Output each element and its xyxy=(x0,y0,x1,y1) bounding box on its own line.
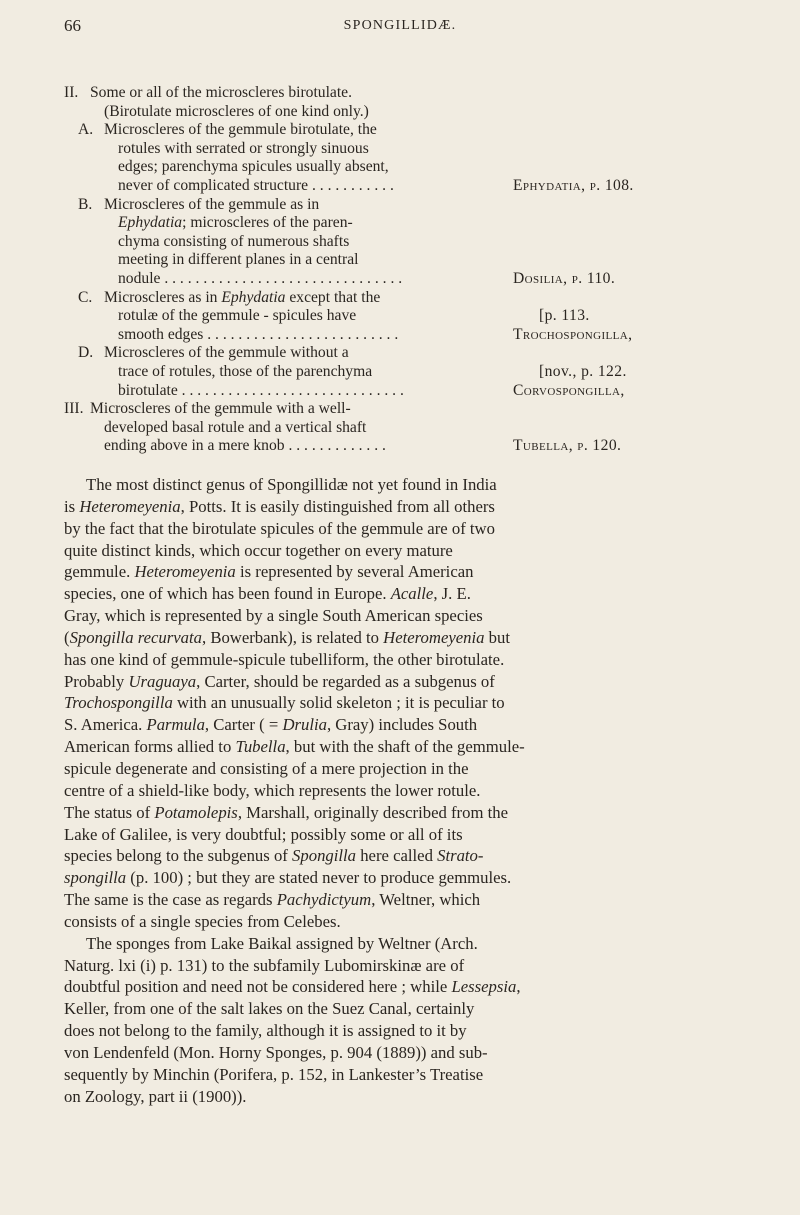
text-line xyxy=(64,824,734,846)
text-line xyxy=(64,1086,734,1108)
key-entry-D xyxy=(64,344,744,400)
key-entry-II xyxy=(64,84,744,121)
body-text xyxy=(64,474,734,1107)
text-line xyxy=(64,627,734,649)
italic-term: Parmula xyxy=(146,715,205,735)
text-run: ( xyxy=(64,627,70,647)
text-run: , xyxy=(516,977,521,997)
text-line xyxy=(64,671,734,693)
text-line xyxy=(64,1020,734,1042)
key-target-page: [p. 113. xyxy=(539,307,590,325)
text-run: The status of xyxy=(64,802,155,822)
key-label: II. xyxy=(64,84,79,101)
key-entry-A xyxy=(64,121,744,195)
text-line xyxy=(64,692,734,714)
paragraph-2 xyxy=(64,933,734,1108)
text-run: Keller, from one of the salt lakes on the Suez Canal, certainly xyxy=(64,999,475,1019)
text-run: Naturg. lxi (i) p. 131) to the subfamily Lubomirskinæ are of xyxy=(64,955,465,975)
italic-term: Acalle xyxy=(390,584,434,604)
key-label: D. xyxy=(78,344,94,362)
key-line: edges; parenchyma spicules usually absent, xyxy=(118,158,389,176)
text-run: The sponges from Lake Baikal assigned by Weltner (Arch. xyxy=(86,933,478,953)
text-run: consists of a single species from Celebes. xyxy=(64,911,341,931)
key-line: rotulæ of the gemmule - spicules have xyxy=(118,307,357,325)
text-run: but xyxy=(484,627,510,647)
text-line xyxy=(64,933,734,955)
italic-term: Spongilla recurvata xyxy=(69,627,202,647)
key-entry-B xyxy=(64,196,744,289)
text-line xyxy=(64,867,734,889)
paragraph-1 xyxy=(64,474,734,933)
key-line: Microscleres of the gemmule birotulate, the xyxy=(104,121,377,139)
key-target-tubella: Tubella, p. 120. xyxy=(513,437,622,455)
key-label: C. xyxy=(78,288,93,306)
text-run: American forms allied to xyxy=(64,737,236,757)
key-line: (Birotulate microscleres of one kind only.) xyxy=(104,102,369,120)
text-run: , Carter, should be regarded as a subgenus of xyxy=(196,671,495,691)
key-line: birotulate . . . . . . . . . . . . . . . . . . . . . . . . . . . . . xyxy=(118,381,404,399)
italic-term: Lessepsia xyxy=(451,977,517,997)
text-line xyxy=(64,714,734,736)
key-entry-C xyxy=(64,289,744,345)
genus-name: Ephydatia xyxy=(118,214,183,232)
key-line: trace of rotules, those of the parenchyma xyxy=(118,362,373,380)
text-run: sequently by Minchin (Porifera, p. 152, in Lankester’s Treatise xyxy=(64,1064,484,1084)
text-run: here called xyxy=(356,846,438,866)
italic-term: Drulia xyxy=(282,715,327,735)
key-line: Some or all of the microscleres birotulate. xyxy=(90,84,352,101)
text-line xyxy=(64,583,734,605)
text-run: by the fact that the birotulate spicules of the gemmule are of two xyxy=(64,518,495,538)
text-run: species, one of which has been found in Europe. xyxy=(64,584,391,604)
text-line xyxy=(64,955,734,977)
text-line xyxy=(64,845,734,867)
key-line: smooth edges . . . . . . . . . . . . . . . . . . . . . . . . . xyxy=(118,325,399,343)
text-run: von Lendenfeld (Mon. Horny Sponges, p. 904 (1889)) and sub- xyxy=(64,1042,488,1062)
text-run: , but with the shaft of the gemmule- xyxy=(285,737,525,757)
italic-term: Uraguaya xyxy=(128,671,197,691)
text-run: The same is the case as regards xyxy=(64,890,277,910)
text-line xyxy=(64,1042,734,1064)
key-target-corvospongilla: Corvospongilla, xyxy=(513,381,625,399)
text-line xyxy=(64,802,734,824)
key-line xyxy=(104,214,505,233)
key-line: nodule . . . . . . . . . . . . . . . . . . . . . . . . . . . . . . . xyxy=(118,269,403,287)
page-header xyxy=(0,16,800,46)
key-line: Microscleres of the gemmule as in xyxy=(104,195,320,213)
italic-term: Trochospongilla xyxy=(64,693,173,713)
text-line xyxy=(64,889,734,911)
key-entry-III xyxy=(64,400,744,456)
text-run: spicule degenerate and consisting of a mere projection in the xyxy=(64,758,469,778)
italic-term: Pachydictyum xyxy=(276,890,372,910)
text-line xyxy=(64,1064,734,1086)
text-run: (p. 100) ; but they are stated never to produce gemmules. xyxy=(126,868,512,888)
key-target-dosilia: Dosilia, p. 110. xyxy=(513,269,616,287)
text-run: , Weltner, which xyxy=(371,890,481,910)
text-run: , Bowerbank), is related to xyxy=(201,627,384,647)
key-line: ending above in a mere knob . . . . . . . . . . . . . xyxy=(104,437,386,455)
text-run: is xyxy=(64,496,80,516)
key-target-page: [nov., p. 122. xyxy=(539,362,627,380)
text-run: , J. E. xyxy=(433,584,471,604)
text-line xyxy=(64,649,734,671)
text-line xyxy=(64,540,734,562)
text-run: species belong to the subgenus of xyxy=(64,846,293,866)
key-line: Microscleres of the gemmule with a well- xyxy=(90,400,351,418)
italic-term: Heteromeyenia xyxy=(79,496,181,516)
italic-term: Potamolepis xyxy=(154,802,238,822)
italic-term: Tubella xyxy=(235,737,286,757)
text-run: with an unusually solid skeleton ; it is peculiar to xyxy=(172,693,505,713)
text-line xyxy=(64,780,734,802)
text-line xyxy=(64,736,734,758)
text-run: , Gray) includes South xyxy=(326,715,478,735)
genus-key xyxy=(64,84,744,456)
italic-term: spongilla xyxy=(64,868,127,888)
text-run: , Carter ( = xyxy=(204,715,283,735)
text-run: Gray, which is represented by a single South American species xyxy=(64,606,483,626)
key-line-part: Microscleres as in xyxy=(104,288,222,306)
key-label: A. xyxy=(78,121,94,139)
genus-name: Ephydatia xyxy=(221,288,286,306)
key-line: meeting in different planes in a central xyxy=(118,251,359,269)
italic-term: Spongilla xyxy=(292,846,357,866)
text-run: has one kind of gemmule-spicule tubelliform, the other birotulate. xyxy=(64,649,505,669)
key-line-rest: ; microscleres of the paren- xyxy=(182,214,353,232)
italic-term: Strato- xyxy=(437,846,484,866)
text-run: , Potts. It is easily distinguished from all others xyxy=(180,496,495,516)
key-line: rotules with serrated or strongly sinuous xyxy=(118,139,369,157)
key-target-ephydatia: Ephydatia, p. 108. xyxy=(513,176,634,194)
text-run: S. America. xyxy=(64,715,147,735)
text-run: centre of a shield-like body, which represents the lower rotule. xyxy=(64,780,481,800)
text-run: is represented by several American xyxy=(235,562,474,582)
text-line xyxy=(64,496,734,518)
text-run: gemmule. xyxy=(64,562,135,582)
text-run: on Zoology, part ii (1900)). xyxy=(64,1086,247,1106)
text-line xyxy=(64,758,734,780)
text-run: , Marshall, originally described from the xyxy=(237,802,508,822)
text-run: quite distinct kinds, which occur together on every mature xyxy=(64,540,453,560)
italic-term: Heteromeyenia xyxy=(134,562,236,582)
key-line: chyma consisting of numerous shafts xyxy=(118,232,350,250)
text-run: does not belong to the family, although it is assigned to it by xyxy=(64,1021,467,1041)
key-line: never of complicated structure . . . . . . . . . . . xyxy=(118,176,394,194)
text-line xyxy=(64,605,734,627)
text-line xyxy=(64,518,734,540)
key-line xyxy=(104,289,505,308)
key-target-trochospongilla: Trochospongilla, xyxy=(513,325,633,343)
text-run: Lake of Galilee, is very doubtful; possibly some or all of its xyxy=(64,824,463,844)
text-run: doubtful position and need not be considered here ; while xyxy=(64,977,452,997)
text-line xyxy=(64,998,734,1020)
text-line xyxy=(64,911,734,933)
text-run: The most distinct genus of Spongillidæ not yet found in India xyxy=(86,475,497,494)
italic-term: Heteromeyenia xyxy=(383,627,485,647)
key-line: developed basal rotule and a vertical shaft xyxy=(104,418,367,436)
text-line xyxy=(64,561,734,583)
key-label: III. xyxy=(64,400,84,418)
text-run: Probably xyxy=(64,671,129,691)
key-line: Microscleres of the gemmule without a xyxy=(104,344,349,362)
running-title: SPONGILLIDÆ. xyxy=(343,18,457,33)
text-line xyxy=(64,474,734,496)
key-label: B. xyxy=(78,195,93,213)
key-line-part: except that the xyxy=(285,288,381,306)
page-number: 66 xyxy=(64,16,81,35)
text-line xyxy=(64,976,734,998)
